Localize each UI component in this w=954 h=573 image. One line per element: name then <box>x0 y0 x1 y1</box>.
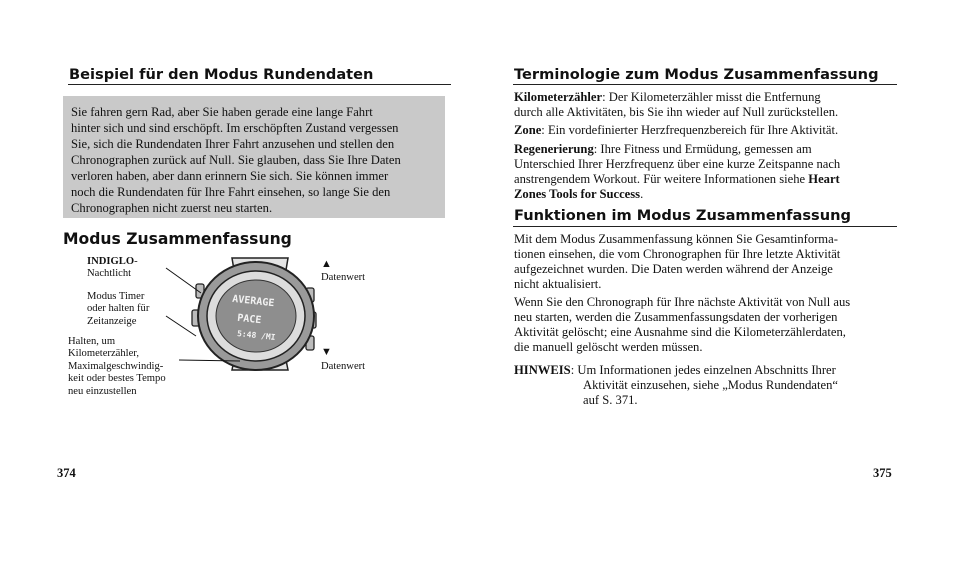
heading-lap-data-example: Beispiel für den Modus Rundendaten <box>69 66 374 83</box>
paragraph-line: nicht aktualisiert. <box>514 277 602 291</box>
term-odometer-bold: Kilometerzähler <box>514 90 603 104</box>
timer-line: Modus Timer <box>87 291 145 302</box>
up-datavalue-label: Datenwert <box>321 272 366 283</box>
paragraph-line: aufgezeichnet wurden. Die Daten werden während der Anzeige <box>514 262 833 276</box>
indiglo-sub: Nachtlicht <box>87 268 132 280</box>
heading-summary-functions: Funktionen im Modus Zusammenfassung <box>514 207 851 224</box>
right-page <box>477 0 954 573</box>
note-paragraph <box>514 363 838 408</box>
term-odometer <box>514 90 838 120</box>
term-recovery-ref1: Heart <box>808 172 840 186</box>
heading-summary-terminology: Terminologie zum Modus Zusammenfassung <box>514 66 879 83</box>
indiglo-bold: INDIGLO <box>87 256 135 267</box>
screen-line: AVERAGE <box>231 293 275 310</box>
term-odometer-line2: durch alle Aktivitäten, bis Sie ihn wieder auf Null zurückstellen. <box>514 105 839 119</box>
term-zone-bold: Zone <box>514 123 542 137</box>
note-text: : Um Informationen jedes einzelnen Abschnitts Ihrer <box>570 363 836 377</box>
heading-rule <box>513 84 897 85</box>
box-line: Chronographen nicht zuerst neu starten. <box>71 201 273 215</box>
down-datavalue-label: Datenwert <box>321 361 366 372</box>
box-line: hinter sich und sind erschöpft. Im erschöpften Zustand vergessen <box>71 121 399 135</box>
heading-summary-mode: Modus Zusammenfassung <box>63 230 292 248</box>
term-recovery-ref2: Zones Tools for Success <box>514 187 641 201</box>
box-line: Sie, sich die Rundendaten Ihrer Fahrt anzusehen und stellen den <box>71 137 395 151</box>
hold-line: keit oder bestes Tempo <box>68 373 166 385</box>
term-recovery-line2: Unterschied Ihrer Herzfrequenz über eine kurze Zeitspanne nach <box>514 157 841 171</box>
term-zone-text: : Ein vordefinierter Herzfrequenzbereich für Ihre Aktivität. <box>541 123 839 137</box>
leader-line-indiglo <box>166 268 201 293</box>
down-arrow-icon: ▼ <box>321 346 332 358</box>
term-odometer-text: : Der Kilometerzähler misst die Entfernung <box>602 90 821 104</box>
timer-line: Zeitanzeige <box>87 315 137 327</box>
term-recovery <box>514 142 840 202</box>
note-bold: HINWEIS <box>514 363 571 377</box>
screen-line: 5:48 /MI <box>236 329 276 343</box>
term-recovery-line3: anstrengendem Workout. Für weitere Informationen siehe <box>514 172 809 186</box>
paragraph-line: Wenn Sie den Chronograph für Ihre nächste Aktivität von Null aus <box>514 295 851 309</box>
box-line: verloren haben, aber dann erinnern Sie sich. Sie können immer <box>71 169 389 183</box>
heading-rule <box>513 226 897 227</box>
timer-line: oder halten für <box>87 303 150 315</box>
hold-line: Maximalgeschwindig- <box>68 360 164 372</box>
up-arrow-icon: ▲ <box>321 258 332 270</box>
functions-paragraph-2 <box>514 295 850 355</box>
paragraph-line: tionen einsehen, die vom Chronographen für Ihre letzte Aktivität <box>514 247 841 261</box>
page-number-left: 374 <box>57 466 76 480</box>
term-recovery-bold: Regenerierung <box>514 142 594 156</box>
paragraph-line: neu starten, werden die Zusammenfassungsdaten der vorherigen <box>514 310 838 324</box>
leader-line-hold <box>179 360 240 361</box>
hold-line: neu einzustellen <box>68 385 137 397</box>
note-line2: Aktivität einzusehen, siehe „Modus Rundendaten“ <box>583 378 838 392</box>
functions-paragraph-1 <box>514 232 840 292</box>
term-recovery-text: : Ihre Fitness und Ermüdung, gemessen am <box>593 142 812 156</box>
box-line: Chronographen zurück auf Null. Sie glauben, dass Sie Ihre Daten <box>71 153 401 167</box>
note-line3: auf S. 371. <box>583 393 638 407</box>
screen-line: PACE <box>236 312 262 327</box>
box-line: Sie fahren gern Rad, aber Sie haben gerade eine lange Fahrt <box>71 105 373 119</box>
paragraph-line: die manuell gelöscht werden müssen. <box>514 340 703 354</box>
hold-line: Halten, um <box>68 336 116 347</box>
paragraph-line: Aktivität gelöscht; eine Ausnahme sind die Kilometerzählerdaten, <box>514 325 846 339</box>
leader-line-timer <box>166 316 196 336</box>
paragraph-line: Mit dem Modus Zusammenfassung können Sie Gesamtinforma- <box>514 232 838 246</box>
term-recovery-period: . <box>640 187 644 201</box>
box-line: noch die Rundendaten für Ihre Fahrt einsehen, so lange Sie den <box>71 185 391 199</box>
indiglo-dash: - <box>134 256 138 267</box>
term-zone <box>514 123 838 138</box>
page-number-right: 375 <box>873 466 892 480</box>
hold-line: Kilometerzähler, <box>68 348 140 360</box>
